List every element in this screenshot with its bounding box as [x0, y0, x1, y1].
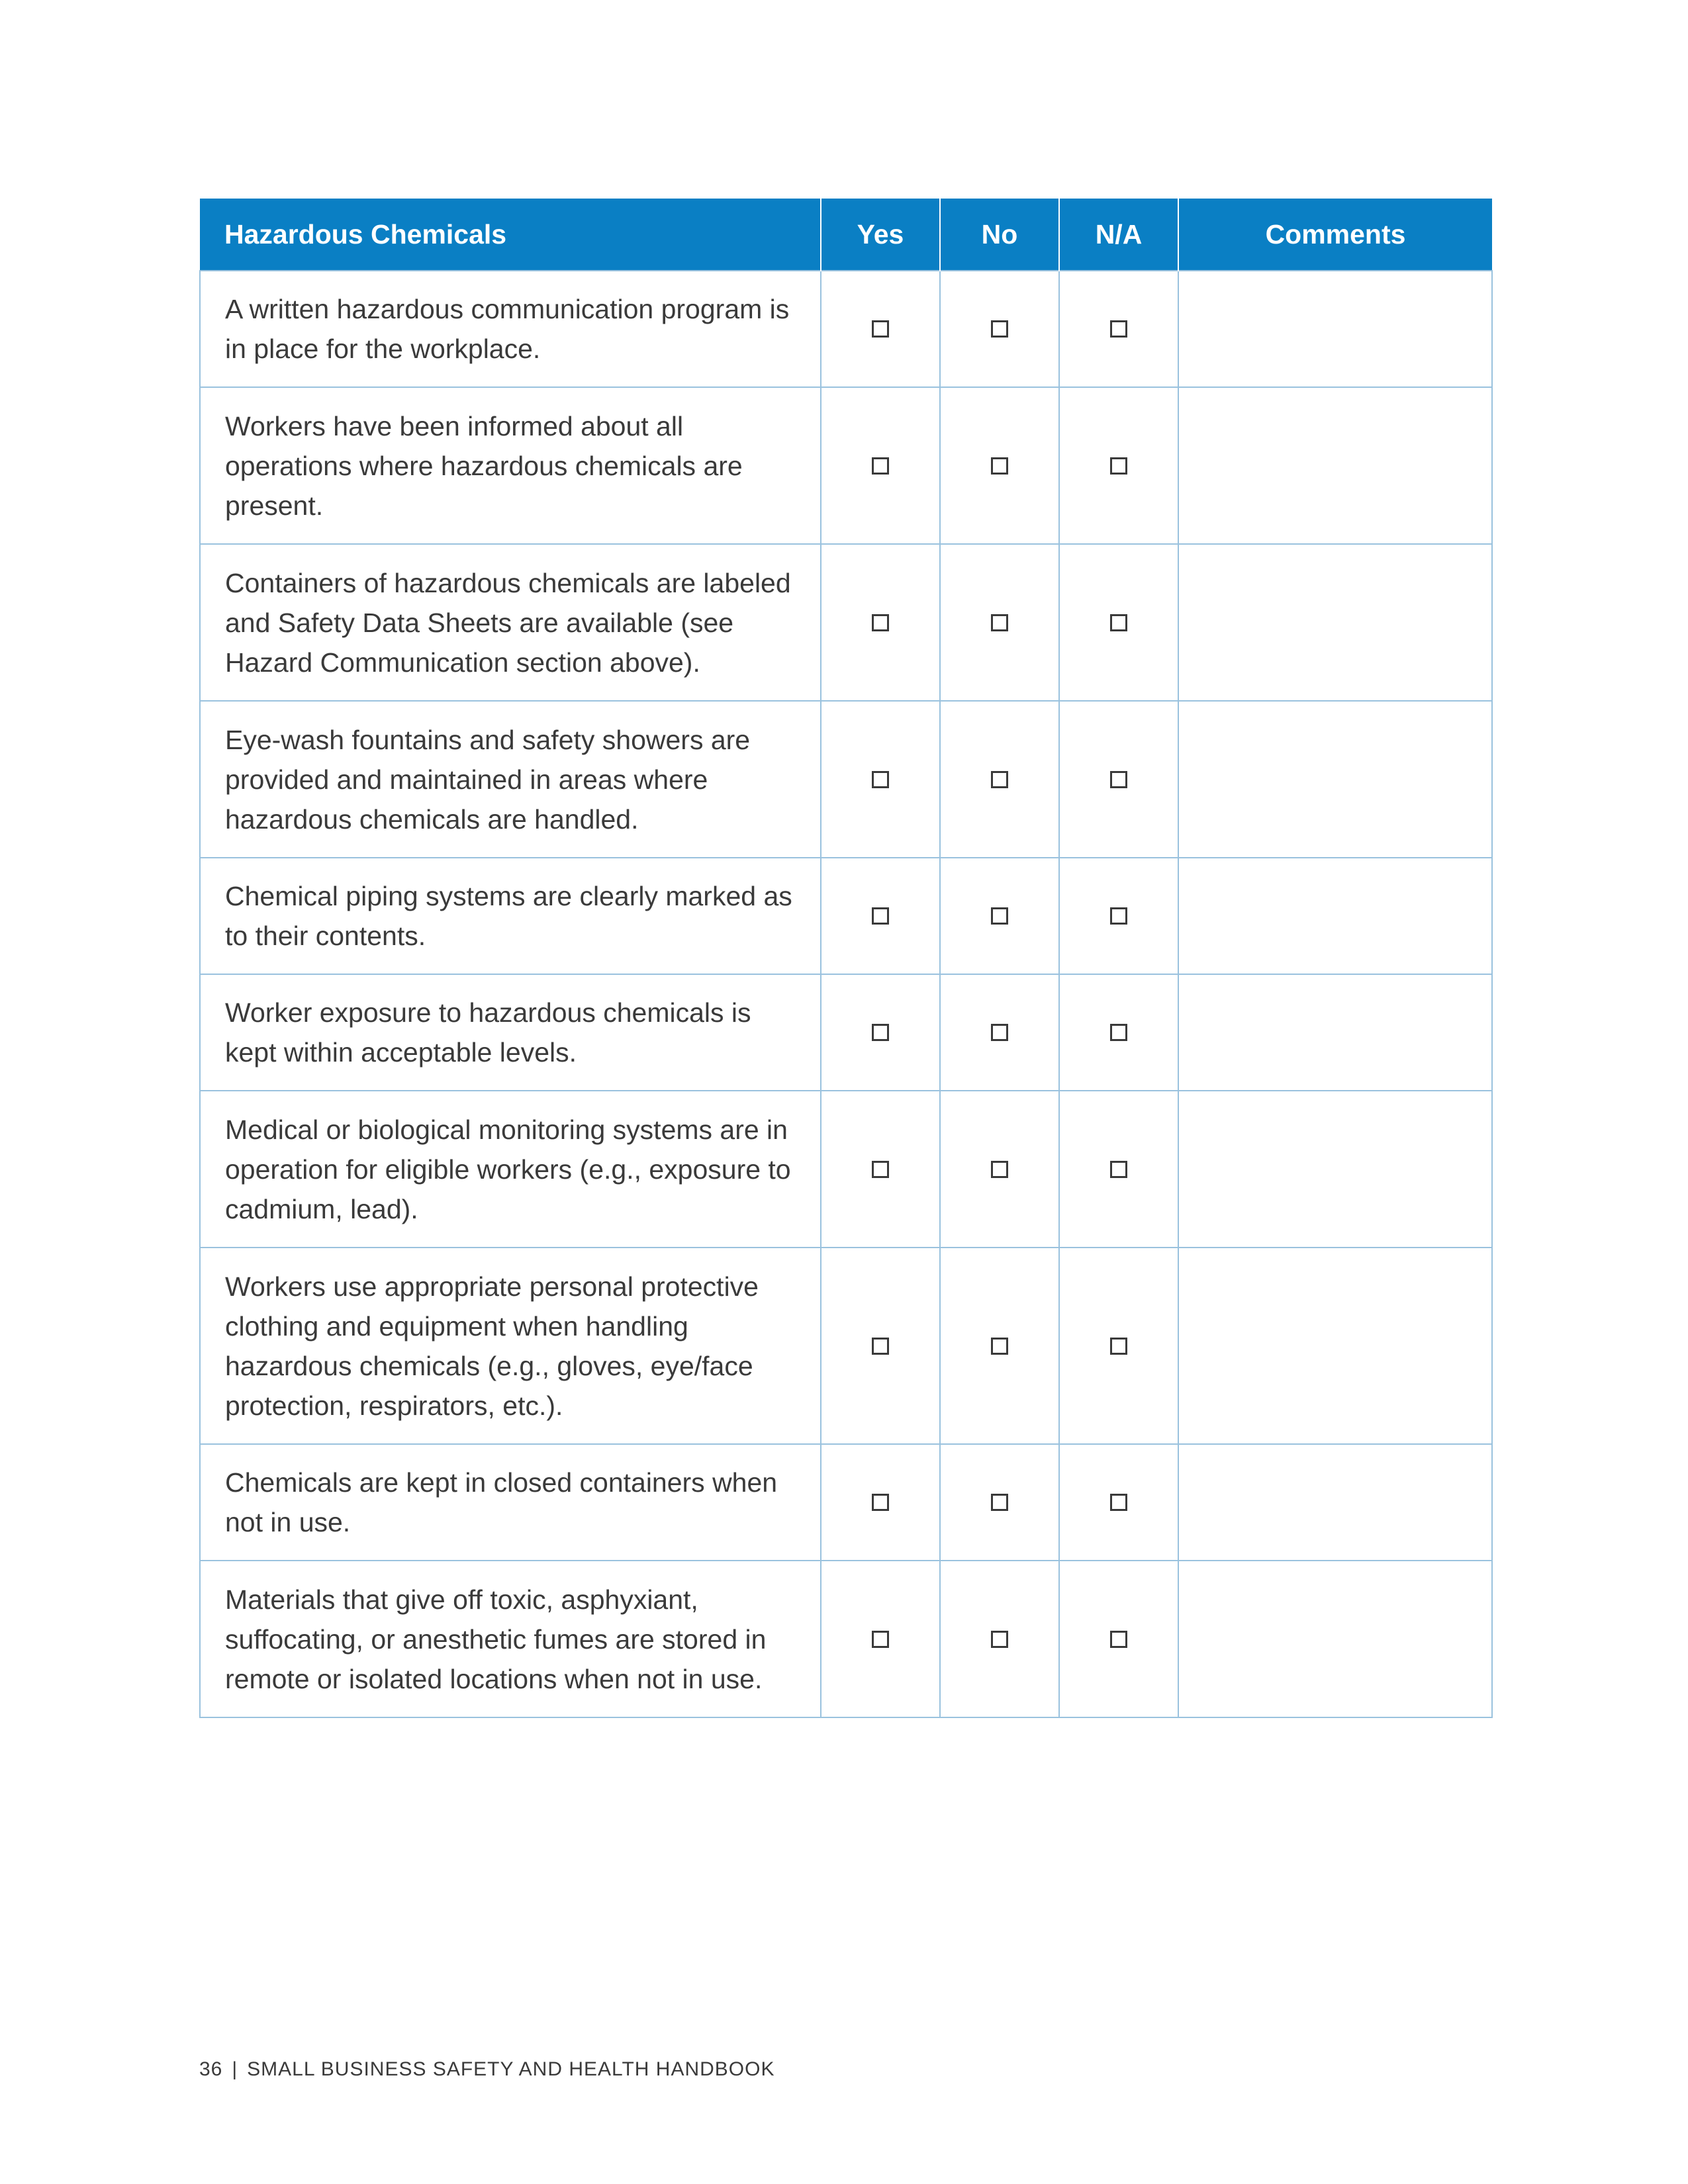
page-footer	[199, 2058, 775, 2081]
yes-checkbox[interactable]	[872, 1631, 889, 1648]
row-text: Eye-wash fountains and safety showers are provided and maintained in areas where hazardous chemicals are handled.	[200, 701, 821, 858]
table-row	[200, 1248, 1492, 1444]
no-checkbox[interactable]	[991, 1631, 1008, 1648]
yes-cell	[821, 271, 940, 387]
header-comments: Comments	[1178, 199, 1492, 271]
na-cell	[1059, 1444, 1178, 1561]
comments-cell[interactable]	[1178, 974, 1492, 1091]
na-cell	[1059, 1561, 1178, 1717]
yes-cell	[821, 701, 940, 858]
comments-cell[interactable]	[1178, 271, 1492, 387]
no-checkbox[interactable]	[991, 771, 1008, 788]
yes-checkbox[interactable]	[872, 771, 889, 788]
handbook-title: SMALL BUSINESS SAFETY AND HEALTH HANDBOOK	[247, 2058, 775, 2080]
yes-cell	[821, 544, 940, 701]
no-cell	[940, 701, 1059, 858]
no-checkbox[interactable]	[991, 457, 1008, 475]
table-row	[200, 1091, 1492, 1248]
na-cell	[1059, 858, 1178, 974]
yes-checkbox[interactable]	[872, 614, 889, 631]
table-row	[200, 974, 1492, 1091]
no-checkbox[interactable]	[991, 1024, 1008, 1041]
row-text: Chemical piping systems are clearly marked as to their contents.	[200, 858, 821, 974]
na-cell	[1059, 1248, 1178, 1444]
table-row	[200, 701, 1492, 858]
no-checkbox[interactable]	[991, 907, 1008, 925]
table-row	[200, 387, 1492, 544]
comments-cell[interactable]	[1178, 1561, 1492, 1717]
na-cell	[1059, 544, 1178, 701]
na-checkbox[interactable]	[1110, 1494, 1127, 1511]
no-checkbox[interactable]	[991, 1161, 1008, 1178]
yes-cell	[821, 1561, 940, 1717]
comments-cell[interactable]	[1178, 1444, 1492, 1561]
no-checkbox[interactable]	[991, 1494, 1008, 1511]
na-checkbox[interactable]	[1110, 1024, 1127, 1041]
na-cell	[1059, 974, 1178, 1091]
comments-cell[interactable]	[1178, 1248, 1492, 1444]
na-cell	[1059, 701, 1178, 858]
hazardous-chemicals-checklist	[199, 199, 1493, 1718]
yes-checkbox[interactable]	[872, 1024, 889, 1041]
table-row	[200, 1444, 1492, 1561]
row-text: Containers of hazardous chemicals are labeled and Safety Data Sheets are available (see Hazard Communication section above).	[200, 544, 821, 701]
yes-checkbox[interactable]	[872, 320, 889, 338]
header-yes: Yes	[821, 199, 940, 271]
na-checkbox[interactable]	[1110, 1161, 1127, 1178]
yes-checkbox[interactable]	[872, 457, 889, 475]
page-number: 36	[199, 2058, 223, 2080]
no-cell	[940, 1248, 1059, 1444]
na-cell	[1059, 271, 1178, 387]
yes-cell	[821, 387, 940, 544]
na-cell	[1059, 1091, 1178, 1248]
no-checkbox[interactable]	[991, 614, 1008, 631]
row-text: Chemicals are kept in closed containers when not in use.	[200, 1444, 821, 1561]
no-cell	[940, 544, 1059, 701]
na-checkbox[interactable]	[1110, 1631, 1127, 1648]
yes-checkbox[interactable]	[872, 1494, 889, 1511]
header-no: No	[940, 199, 1059, 271]
no-cell	[940, 974, 1059, 1091]
no-cell	[940, 1561, 1059, 1717]
row-text: Materials that give off toxic, asphyxiant, suffocating, or anesthetic fumes are stored in remote or isolated locations when not in use.	[200, 1561, 821, 1717]
na-checkbox[interactable]	[1110, 614, 1127, 631]
comments-cell[interactable]	[1178, 544, 1492, 701]
yes-checkbox[interactable]	[872, 1161, 889, 1178]
yes-checkbox[interactable]	[872, 1338, 889, 1355]
row-text: Workers have been informed about all operations where hazardous chemicals are present.	[200, 387, 821, 544]
na-checkbox[interactable]	[1110, 907, 1127, 925]
header-na: N/A	[1059, 199, 1178, 271]
na-checkbox[interactable]	[1110, 457, 1127, 475]
yes-cell	[821, 974, 940, 1091]
no-cell	[940, 1444, 1059, 1561]
table-row	[200, 1561, 1492, 1717]
yes-cell	[821, 1248, 940, 1444]
row-text: Workers use appropriate personal protective clothing and equipment when handling hazardous chemicals (e.g., gloves, eye/face protection, respirators, etc.).	[200, 1248, 821, 1444]
header-hazardous-chemicals: Hazardous Chemicals	[200, 199, 821, 271]
na-checkbox[interactable]	[1110, 1338, 1127, 1355]
footer-separator: |	[232, 2058, 238, 2080]
na-checkbox[interactable]	[1110, 320, 1127, 338]
table-row	[200, 858, 1492, 974]
comments-cell[interactable]	[1178, 387, 1492, 544]
no-cell	[940, 1091, 1059, 1248]
row-text: A written hazardous communication program is in place for the workplace.	[200, 271, 821, 387]
no-cell	[940, 387, 1059, 544]
no-checkbox[interactable]	[991, 1338, 1008, 1355]
table-row	[200, 271, 1492, 387]
comments-cell[interactable]	[1178, 858, 1492, 974]
no-checkbox[interactable]	[991, 320, 1008, 338]
na-checkbox[interactable]	[1110, 771, 1127, 788]
row-text: Medical or biological monitoring systems are in operation for eligible workers (e.g., exposure to cadmium, lead).	[200, 1091, 821, 1248]
table-row	[200, 544, 1492, 701]
yes-checkbox[interactable]	[872, 907, 889, 925]
no-cell	[940, 271, 1059, 387]
comments-cell[interactable]	[1178, 1091, 1492, 1248]
comments-cell[interactable]	[1178, 701, 1492, 858]
header-row	[200, 199, 1492, 271]
yes-cell	[821, 1444, 940, 1561]
yes-cell	[821, 858, 940, 974]
yes-cell	[821, 1091, 940, 1248]
row-text: Worker exposure to hazardous chemicals is kept within acceptable levels.	[200, 974, 821, 1091]
no-cell	[940, 858, 1059, 974]
na-cell	[1059, 387, 1178, 544]
